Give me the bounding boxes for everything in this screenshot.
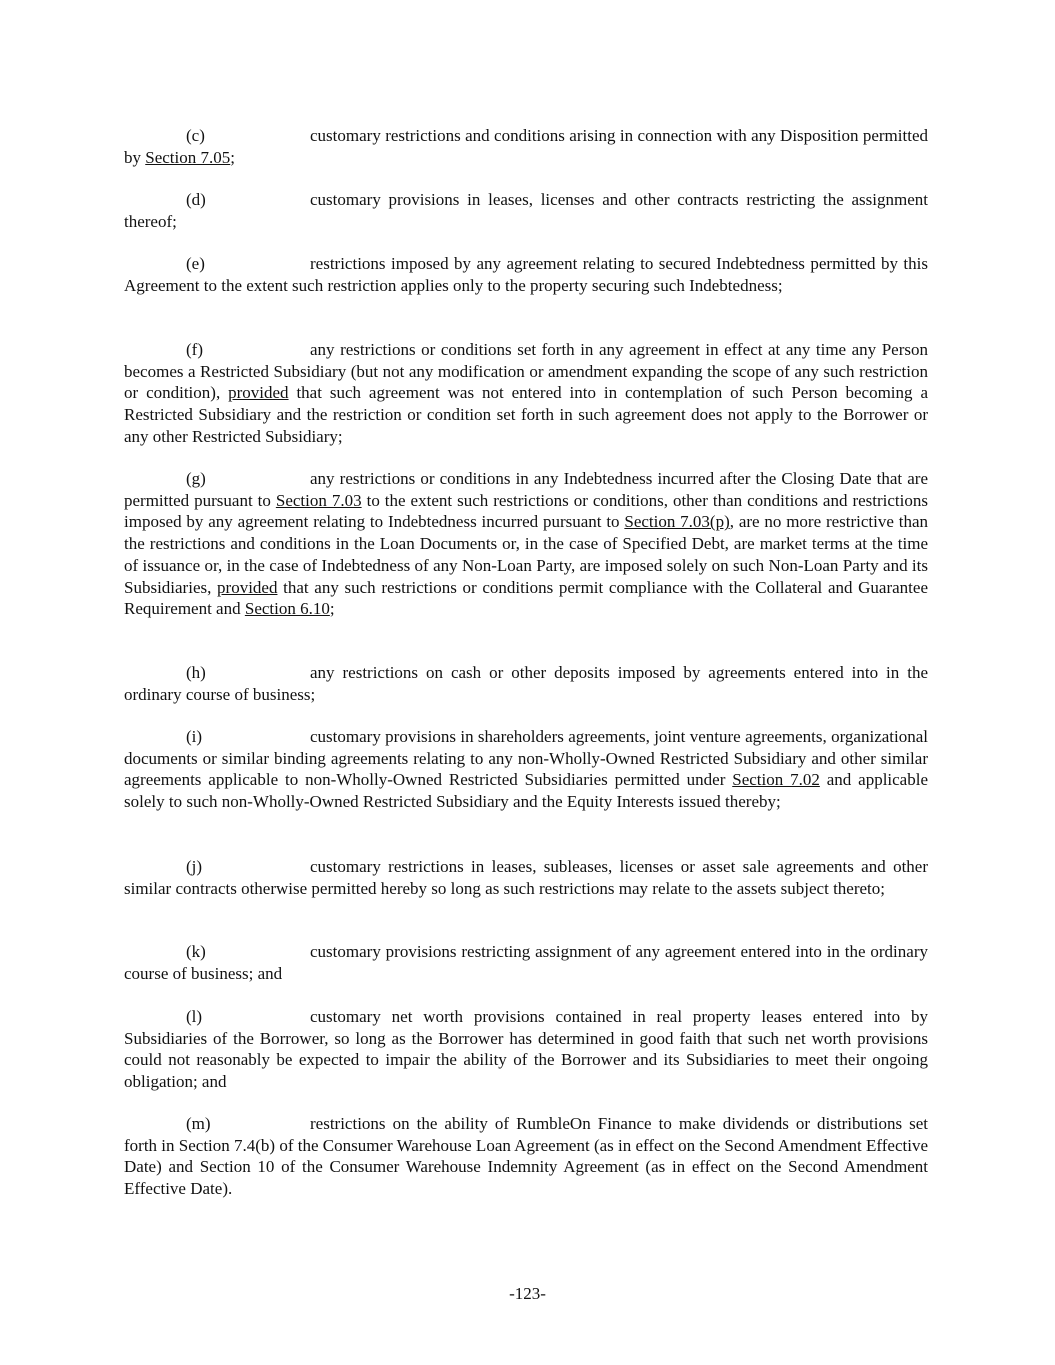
clause-d <box>124 189 928 232</box>
clause-text: customary net worth provisions contained in real property leases entered into by Subsidiaries of the Borrower, so long as the Borrower has determined in good faith that such net worth provisions could not reasonably be expected to impair the ability of the Borrower and its Subsidiaries to meet their ongoing obligation; and <box>124 1007 928 1092</box>
clause-text: customary provisions in leases, licenses and other contracts restricting the assignment thereof; <box>124 190 928 231</box>
clause-text: customary provisions in shareholders agreements, joint venture agreements, organizational documents or similar binding agreements relating to any non-Wholly-Owned Restricted Subsidiary and other similar agreements applicable to non-Wholly-Owned Restricted Subsidiaries permitted under <box>124 727 928 790</box>
clause-label: (e) <box>186 254 205 273</box>
clause-h <box>124 662 928 705</box>
underlined-reference: Section 6.10 <box>244 599 330 619</box>
clause-label: (l) <box>186 1007 203 1026</box>
page-number: -123- <box>509 1284 546 1303</box>
clause-e <box>124 253 928 296</box>
clause-label: (f) <box>186 340 203 359</box>
clause-text: customary restrictions in leases, subleases, licenses or asset sale agreements and other similar contracts otherwise permitted hereby so long as such restrictions may relate to the assets subject thereto; <box>124 857 928 898</box>
clause-text: any restrictions on cash or other deposits imposed by agreements entered into in the ordinary course of business; <box>124 663 928 704</box>
clause-k <box>124 941 928 984</box>
clause-label: (h) <box>186 663 206 682</box>
clause-text: any restrictions or conditions set forth in any agreement in effect at any time any Person becomes a Restricted Subsidiary (but not any modification or amendment expanding the scope of any such restriction or condition), <box>124 340 928 403</box>
clause-text: ; <box>329 599 335 619</box>
clause-f <box>124 339 928 448</box>
clause-label: (d) <box>186 190 206 209</box>
clause-text: to the extent such restrictions or conditions, other than conditions and restrictions imposed by any agreement relating to Indebtedness incurred pursuant to <box>124 490 928 532</box>
clause-text: and applicable solely to such non-Wholly-Owned Restricted Subsidiary and the Equity Interests issued thereby; <box>124 770 928 812</box>
underlined-reference: Section 7.03(p) <box>624 512 730 532</box>
clause-text: customary restrictions and conditions arising in connection with any Disposition permitted by <box>124 126 928 167</box>
underlined-reference: provided <box>217 577 278 597</box>
clause-text: any restrictions or conditions in any Indebtedness incurred after the Closing Date that are permitted pursuant to <box>124 469 928 510</box>
clause-label: (i) <box>186 727 203 746</box>
underlined-reference: Section 7.03 <box>275 490 362 510</box>
clause-label: (m) <box>186 1114 211 1133</box>
clause-text: , are no more restrictive than the restrictions and conditions in the Loan Documents or, in the case of Specified Debt, are market terms at the time of issuance or, in the case of Indebtedness of any Non-Loan Party, are imposed solely on such Non-Loan Party and its Subsidiaries, <box>124 512 928 597</box>
clause-label: (g) <box>186 469 206 488</box>
underlined-reference: provided <box>228 383 289 403</box>
clause-text: that such agreement was not entered into in contemplation of such Person becoming a Restricted Subsidiary and the restriction or condition set forth in such agreement does not apply to the Borrower or any other Restricted Subsidiary; <box>124 383 928 446</box>
clause-label: (j) <box>186 857 203 876</box>
underlined-reference: Section 7.05 <box>145 147 231 167</box>
clause-text: restrictions on the ability of RumbleOn Finance to make dividends or distributions set forth in Section 7.4(b) of the Consumer Warehouse Loan Agreement (as in effect on the Second Amendment Effective Date) and Section 10 of the Consumer Warehouse Indemnity Agreement (as in effect on the Second Amendment Effective Date). <box>124 1114 929 1199</box>
clause-g <box>124 468 928 620</box>
underlined-reference: Section 7.02 <box>732 770 820 790</box>
clause-i <box>124 726 928 813</box>
clause-text: restrictions imposed by any agreement relating to secured Indebtedness permitted by this Agreement to the extent such restriction applies only to the property securing such Indebtedness; <box>124 254 928 295</box>
clause-text: that any such restrictions or conditions permit compliance with the Collateral and Guarantee Requirement and <box>124 577 928 619</box>
clause-label: (k) <box>186 942 206 961</box>
clause-text: customary provisions restricting assignment of any agreement entered into in the ordinary course of business; and <box>124 942 928 983</box>
clause-label: (c) <box>186 126 205 145</box>
clause-j <box>124 856 928 899</box>
clause-c <box>124 125 928 168</box>
clause-text: ; <box>230 147 235 167</box>
clause-m <box>124 1113 928 1200</box>
clause-l <box>124 1006 928 1093</box>
